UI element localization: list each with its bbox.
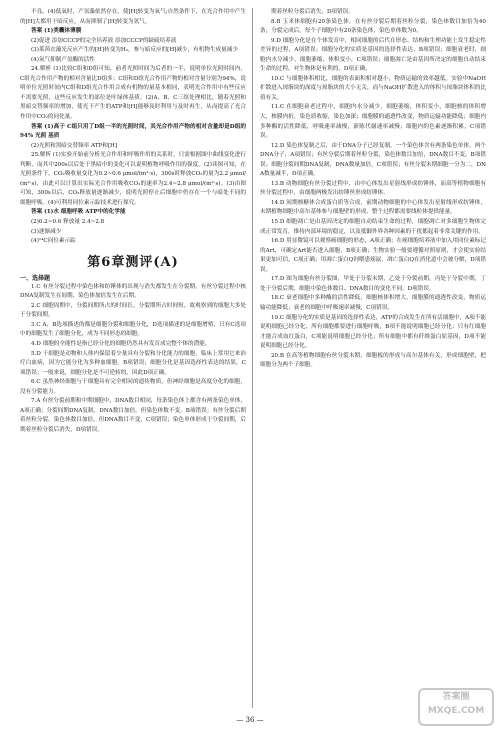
column-divider (252, 8, 253, 708)
paragraph: 4.D 细胞的全能性是指已经分化的细胞仍然具有发育成完整个体的潜能。 (31, 340, 211, 347)
paragraph: 16.D 用显微镜可以观察癌细胞的形态，A项正确；在癌细胞培养液中加入用同位素标记的Art，可确定Art能否进入细胞，B项正确；生物实验一般要遵循对照原则，才会使实验结果更加可信，C项正确；用凋亡蛋白Q饲喂患癌鼠，凋亡蛋白Q在消化道中会被分解，D项错误。 (260, 238, 486, 273)
watermark-line-1: 答案圈 (442, 692, 470, 702)
paragraph: 15.D 细胞凋亡是由基因决定的细胞自动结束生命的过程，细胞凋亡对多细胞生物体完成正常发育，维持内部环境的稳定，以及抵御外界各种因素的干扰都起着非常关键的作用。 (260, 219, 486, 235)
paragraph: (2)0.2~0.6 释放量 2.4~2.8 (31, 219, 105, 226)
right-column (260, 8, 486, 708)
paragraph: 25.解析 (1)实验开始前分析光合作用和呼吸作用的关系时，只需根据图中曲线变化进行判断，而其中200s以后处于黑暗中的变化可以说明植物呼吸作用的强度。(2)读图可知，在光照条件下，CO₂吸收量变化为0.2~0.6 μmol/(m²·s)，300s时释放CO₂的量为2.2 μmol/(m²·s)，由此可以计算出实际光合作用吸收CO₂的速率为2.4~2.8 μmol/(m²·s)。(3)由图可知，300s以后，CO₂释放量逐渐减少，说明光照停止后细胞中仍存在一个与暗处不同的细胞呼吸。(4)可利用同位素示踪技术进行探究。 (20, 152, 246, 206)
paragraph: (3)莱茵衣藻光反应产生的[H]转变为H₂，参与暗反应的[H]减少，有机物生成量减少 (31, 47, 238, 54)
paragraph: 7.A 有丝分裂前期和中期细胞中，DNA数目相同，每条染色体上都含有两条染色单体，A项正确；分裂间期DNA复制，DNA数目加倍，但染色体数不变，B项错误；有丝分裂后期着丝粒分裂，染色体数目加倍，但DNA数目不变，C项错误；染色单体形成于分裂间期，后期着丝粒分裂后消失，D项错误。 (20, 398, 246, 433)
paragraph: 12.D 染色体复制之后，由于DNA分子已经复制，一个染色体含有两条染色单体，两个DNA分子，A项错误；有丝分裂后期着丝粒分裂，染色体数目加倍，DNA数目不变，B项错误；细胞分裂间期DNA复制，DNA数量加倍，C项错误；有丝分裂末期细胞一分为二，DNA数量减半，D项正确。 (260, 142, 486, 178)
paragraph: (3)逐渐减少 (31, 228, 62, 235)
paragraph: (2)光照和黑暗交替频率 ATP和[H] (31, 142, 118, 149)
paragraph: 20.B 在高等植物细胞有丝分裂末期，细胞板的形成与高尔基体有关，形成细胞壁，把细胞分为两个子细胞。 (260, 352, 486, 369)
site-watermark (418, 688, 494, 726)
right-column-text (260, 8, 486, 371)
chapter-heading: 第6章测评(A) (87, 254, 179, 270)
paragraph: 不良。(4)低氧时，产氢藻依然存在，使[H]转变为氧气;自然条件下，在光合作用中产生的[H]大都用于暗反应，从而抑制了[H]转变为氢气。 (20, 9, 246, 25)
paragraph: 2.C 细胞周期中，分裂间期所占的时间长，分裂期所占时间短，故观察到的细胞大多处于分裂间期。 (20, 302, 246, 319)
paragraph: 答案 (1)类囊体薄膜 (31, 28, 82, 35)
paragraph: 13.B 动物细胞有丝分裂过程中，由中心体发出星射线形成纺锤体，而高等植物细胞有丝分裂过程中，由细胞两极发出纺锤丝形成纺锤体。 (260, 180, 486, 197)
page-number: — 36 — (236, 716, 264, 724)
paragraph: 1.C 有丝分裂过程中染色体和纺锤体的出现与消失都发生在分裂期。有丝分裂过程中核DNA复制发生在间期，染色体加倍发生在后期。 (20, 283, 246, 300)
paragraph: 6.C 虽然神经细胞与干细胞具有完全相同的遗传物质，但神经细胞是高度分化的细胞，没有分裂能力。 (20, 379, 246, 395)
paragraph: 5.D 干细胞是动物和人体内保留着少量具有分裂和分化能力的细胞，临床上常用它来治疗白血病，因为它能分化为多种血细胞。B项错误；细胞分化是基因选择性表达的结果，C项错误；一般来说，细胞分化是不可逆转的，因此D项正确。 (20, 350, 246, 376)
section-title: 一、选择题 (20, 274, 51, 282)
paragraph: 8.B 玉米体细胞有20条染色体，在有丝分裂后期着丝粒分裂，染色体数目加倍为40条，分裂完成后，每个子细胞中有20条染色体，染色单体数为0。 (260, 18, 486, 35)
paragraph: 14.D 间期核糖体合成蛋白质等合成，前期动物细胞的中心体发出星射线形成纺锤体，末期植物细胞中高尔基体参与细胞壁的形成，整个过程都需要线粒体提供能量。 (260, 199, 486, 216)
paragraph: (2)促进 添加CCCP的完全培养液 添加CCCP的缺硫培养液 (31, 37, 177, 44)
paragraph: 3.C A、B选项描述的都是细胞分裂和细胞分化，D选项描述的是细胞增殖，只有C选项中的细胞发生了细胞分化，成为不同形态的细胞。 (20, 321, 246, 338)
watermark-line-2: MXQE.COM (427, 706, 485, 716)
paragraph: 答案 (1)高于 C组只用了D组一半的光照时间，其光合作用产物的相对含量却是D组的94% 光照 基质 (20, 123, 246, 140)
answer-page (20, 8, 486, 712)
paragraph: (4)¹⁴C同位素示踪 (31, 238, 76, 245)
paragraph: 18.C 衰老细胞中多种酶的活性降低，细胞核体积增大，细胞膜的通透性改变，物质运输功能降低；衰老的细胞中呼吸速率减慢，C项错误。 (260, 295, 486, 311)
paragraph: 17.D 图为细胞有丝分裂图，甲处于分裂末期，乙处于分裂前期，丙处于分裂中期，丁处于分裂后期，细胞中染色体数目、DNA数目的变化不同，D项错误。 (260, 276, 486, 292)
paragraph: 期着丝粒分裂后消失，D项错误。 (271, 9, 354, 15)
left-column-top-text (20, 8, 246, 247)
paragraph: 19.C 细胞分化的实质是基因的选择性表达，ATP的合成发生在所有活细胞中，A项不能说明细胞已经分化；所有细胞都要进行细胞呼吸，B项不能说明细胞已经分化；只有红细胞才能合成血红蛋白，C项能说明细胞已经分化；所有细胞中都有纤维蛋白原基因，D项不能说明细胞已经分化。 (260, 314, 486, 350)
paragraph: 11.C 在细胞衰老过程中，细胞内水分减少，细胞萎缩，体积变小，细胞核的体积增大，核膜内折，染色质收缩，染色加深；细胞膜的通透性改变，物质运输功能降低；细胞内多种酶的活性降低，呼吸速率减慢，新陈代谢速率减慢；细胞内的色素逐渐积累，C项错误。 (260, 104, 486, 140)
paragraph: 10.C 与细胞体积相比，细胞的表面积相对越小，物质运输的效率越低。实验中NaOH扩散进入琼脂块的深度与琼脂块的大小无关，而与NaOH扩散进入的体积与琼脂块体积的比值有关。 (260, 75, 486, 101)
paragraph: 9.D 细胞分化是在个体发育中，相同细胞的后代在形态、结构和生理功能上发生稳定性差异的过程，A项错误；细胞分化的实质是基因的选择性表达，B项错误；细胞衰老时，细胞内水分减少，细胞萎缩，体积变小，C项错误；细胞凋亡是由基因所决定的细胞自动结束生命的过程，对生物体是有利的，D项正确。 (260, 37, 486, 73)
paragraph: (4)氧气抑制产氢酶的活性 (31, 56, 95, 63)
paragraph: 24.解析 (1)比较C组和D组可知，前者光照时间为后者的一半，说明单位光照时间内，C组光合作用产物的相对含量比D组多；C组和D组光合作用产物的相对含量分别为94%，说明单位光照时间内C组和D组光合作用合成有机物的量基本相同，表明光合作用中有些反应不需要光照，这些反应发生的部位是叶绿体基质。(2)A、B、C三组处理相比，随着光照和黑暗交替频率的增加，使光下产生的ATP和[H]能够及时利用与及时再生，从而提高了光合作用中CO₂的同化量。 (20, 66, 246, 121)
left-column (20, 8, 246, 708)
left-column-bottom-text (20, 283, 246, 436)
paragraph: 答案 (1)水 细胞呼吸 ATP中的化学能 (31, 209, 126, 216)
